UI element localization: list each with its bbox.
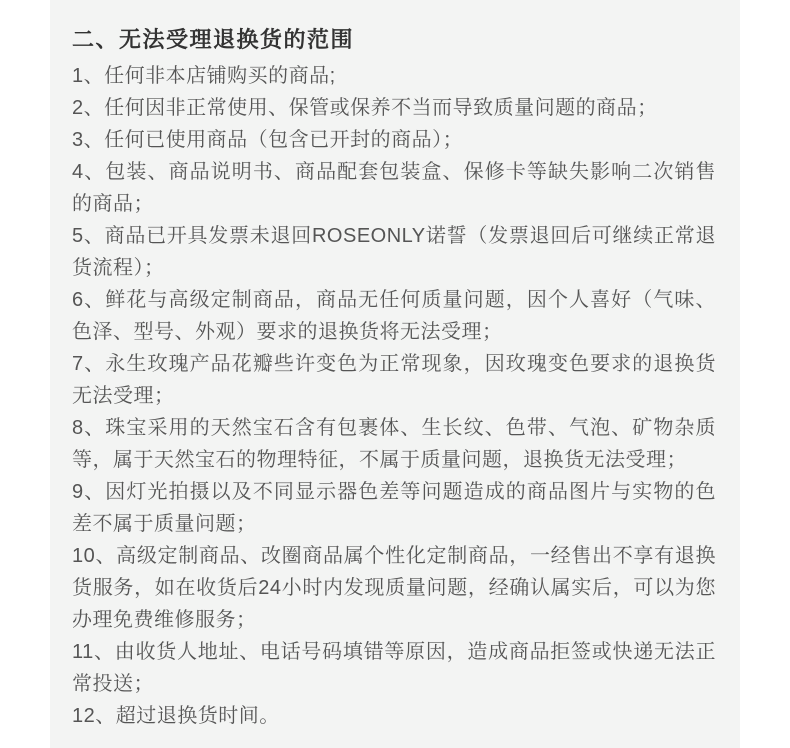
policy-item-4: 4、包装、商品说明书、商品配套包装盒、保修卡等缺失影响二次销售的商品； xyxy=(72,161,716,215)
return-policy-panel xyxy=(50,0,740,748)
return-policy-list xyxy=(72,60,716,732)
policy-item-12: 12、超过退换货时间。 xyxy=(72,705,280,727)
policy-item-10: 10、高级定制商品、改圈商品属个性化定制商品，一经售出不享有退换货服务，如在收货后24小时内发现质量问题，经确认属实后，可以为您办理免费维修服务； xyxy=(72,545,716,631)
policy-item-5: 5、商品已开具发票未退回ROSEONLY诺誓（发票退回后可继续正常退货流程）； xyxy=(72,225,716,279)
policy-item-11: 11、由收货人地址、电话号码填错等原因，造成商品拒签或快递无法正常投送； xyxy=(72,641,716,695)
policy-item-9: 9、因灯光拍摄以及不同显示器色差等问题造成的商品图片与实物的色差不属于质量问题； xyxy=(72,481,716,535)
policy-item-6: 6、鲜花与高级定制商品，商品无任何质量问题，因个人喜好（气味、色泽、型号、外观）要求的退换货将无法受理； xyxy=(72,289,716,343)
section-title: 二、无法受理退换货的范围 xyxy=(72,27,355,52)
policy-item-1: 1、任何非本店铺购买的商品; xyxy=(72,65,336,87)
policy-item-7: 7、永生玫瑰产品花瓣些许变色为正常现象，因玫瑰变色要求的退换货无法受理； xyxy=(72,353,716,407)
policy-item-2: 2、任何因非正常使用、保管或保养不当而导致质量问题的商品； xyxy=(72,97,658,119)
policy-item-8: 8、珠宝采用的天然宝石含有包裹体、生长纹、色带、气泡、矿物杂质等，属于天然宝石的物理特征，不属于质量问题，退换货无法受理； xyxy=(72,417,716,471)
policy-item-3: 3、任何已使用商品（包含已开封的商品）； xyxy=(72,129,464,151)
